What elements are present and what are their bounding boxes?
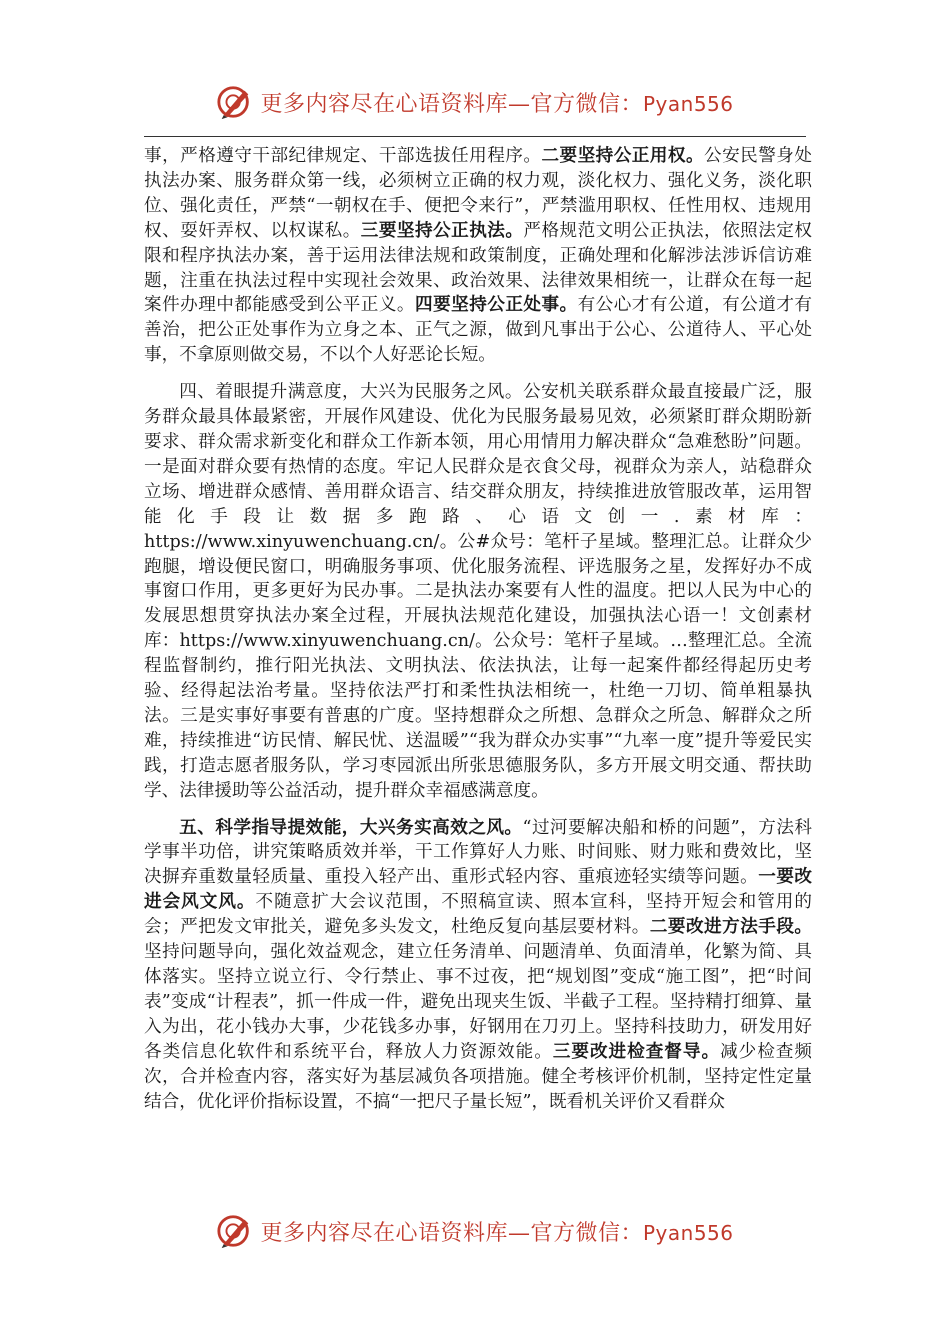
footer-banner xyxy=(0,1211,950,1251)
pen-logo-icon xyxy=(216,1212,254,1250)
paragraph-section-five: 五、科学指导提效能，大兴务实高效之风。“过河要解决船和桥的问题”，方法科学事半功倍，讲究策略质效并举，干工作算好人力账、时间账、财力账和费效比，坚决摒弃重数量轻质量、重投入轻产出、重形式轻内容、重痕迹轻实绩等问题。一要改进会风文风。不随意扩大会议范围，不照稿宣读、照本宣科，坚持开短会和管用的会；严把发文审批关，避免多头发文，杜绝反复向基层要材料。二要改进方法手段。坚持问题导向，强化效益观念，建立任务清单、问题清单、负面清单，化繁为简、具体落实。坚持立说立行、令行禁止、事不过夜，把“规划图”变成“施工图”，把“时间表”变成“计程表”，抓一件成一件，避免出现夹生饭、半截子工程。坚持精打细算、量入为出，花小钱办大事，少花钱多办事，好钢用在刀刃上。坚持科技助力，研发用好各类信息化软件和系统平台，释放人力资源效能。三要改进检查督导。减少检查频次，合并检查内容，落实好为基层减负各项措施。健全考核评价机制，坚持定性定量结合，优化评价指标设置，不搞“一把尺子量长短”，既看机关评价又看群众 xyxy=(144,816,812,1112)
paragraph-section-four: 四、着眼提升满意度，大兴为民服务之风。公安机关联系群众最直接最广泛，服务群众最具体最紧密，开展作风建设、优化为民服务最易见效，必须紧盯群众期盼新要求、群众需求新变化和群众工作新本领，用心用情用力解决群众“急难愁盼”问题。一是面对群众要有热情的态度。牢记人民群众是衣食父母，视群众为亲人，站稳群众立场、增进群众感情、善用群众语言、结交群众朋友，持续推进放管服改革，运用智能化手段让数据多跑路、心语文创一.素材库：https://www.xinyuwenchuang.cn/。公#众号：笔杆子星域。整理汇总。让群众少跑腿，增设便民窗口，明确服务事项、优化服务流程、评选服务之星，发挥好办不成事窗口作用，更多更好为民办事。二是执法办案要有人性的温度。把以人民为中心的发展思想贯穿执法办案全过程，开展执法规范化建设，加强执法心语一！文创素材库：https://www.xinyuwenchuang.cn/。公众号：笔杆子星域。…整理汇总。全流程监督制约，推行阳光执法、文明执法、依法执法，让每一起案件都经得起历史考验、经得起法治考量。坚持依法严打和柔性执法相统一，杜绝一刀切、简单粗暴执法。三是实事好事要有普惠的广度。坚持想群众之所想、急群众之所急、解群众之所难，持续推进“访民情、解民忧、送温暖”“我为群众办实事”“九率一度”提升等爱民实践，打造志愿者服务队，学习枣园派出所张思德服务队，多方开展文明交通、帮扶助学、法律援助等公益活动，提升群众幸福感满意度。 xyxy=(144,382,812,801)
paragraph-continued: 事，严格遵守干部纪律规定、干部选拔任用程序。二要坚持公正用权。公安民警身处执法办案、服务群众第一线，必须树立正确的权力观，淡化权力、强化义务，淡化职位、强化责任，严禁“一朝权在手、便把令来行”，严禁滥用职权、任性用权、违规用权、耍奸弄权、以权谋私。三要坚持公正执法。严格规范文明公正执法，依照法定权限和程序执法办案，善于运用法律法规和政策制度，正确处理和化解涉法涉诉信访难题，注重在执法过程中实现社会效果、政治效果、法律效果相统一，让群众在每一起案件办理中都能感受到公平正义。四要坚持公正处事。有公心才有公道，有公道才有善治，把公正处事作为立身之本、正气之源，做到凡事出于公心、公道待人、平心处事，不拿原则做交易，不以个人好恶论长短。 xyxy=(144,145,812,366)
footer-banner-text: 更多内容尽在心语资料库—官方微信：Pyan556 xyxy=(260,1220,734,1246)
header-divider xyxy=(144,136,806,137)
header-banner xyxy=(0,82,950,122)
document-body xyxy=(144,144,812,1114)
header-banner-text: 更多内容尽在心语资料库—官方微信：Pyan556 xyxy=(260,91,734,117)
pen-logo-icon xyxy=(216,83,254,121)
